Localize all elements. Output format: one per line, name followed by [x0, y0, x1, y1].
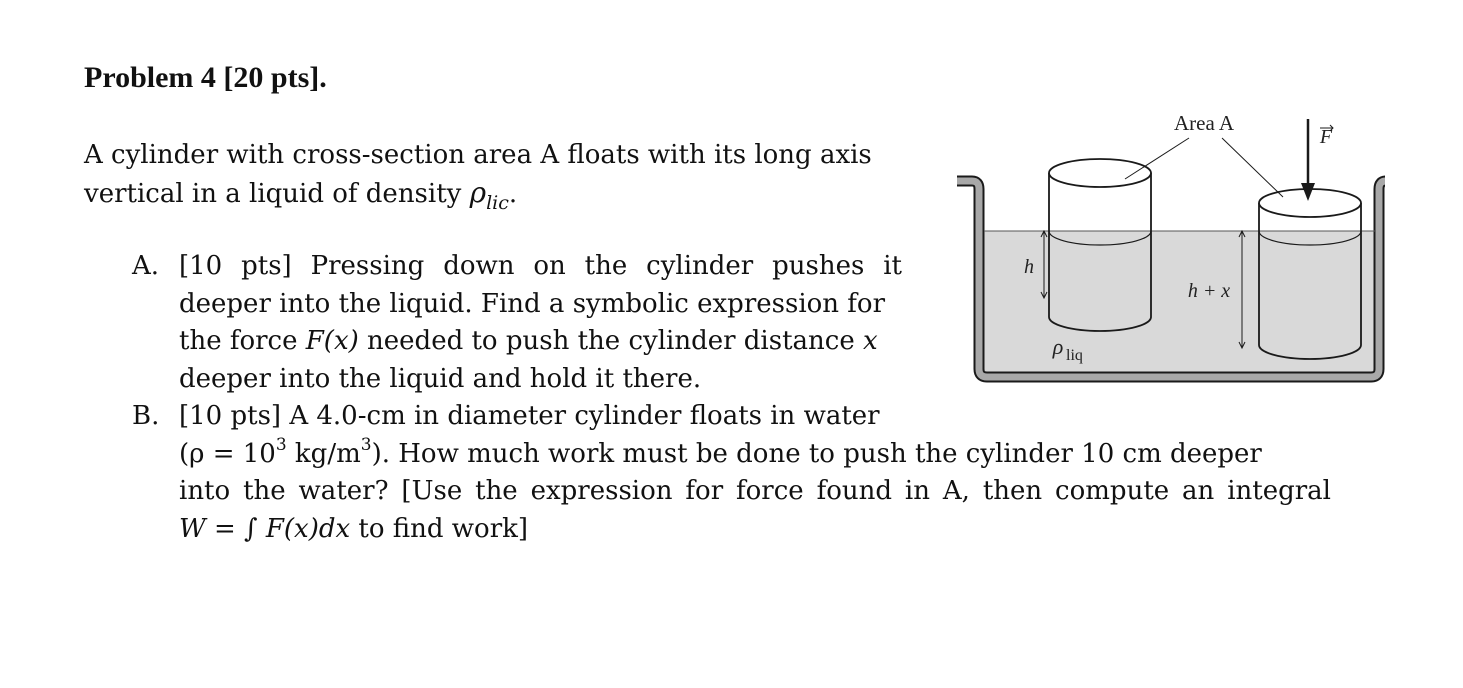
part-b-line-4 — [179, 511, 1331, 549]
area-leader-left — [1125, 138, 1189, 179]
force-expression: F(x) — [305, 326, 359, 356]
part-a-body — [179, 248, 902, 398]
rho-subscript: lic — [486, 192, 509, 214]
floating-cylinder-diagram — [945, 105, 1385, 395]
part-b-line-3: into the water? [Use the expression for force found in A, then compute an integral — [179, 476, 1331, 506]
area-label: Area A — [1173, 111, 1235, 135]
area-leader-right — [1222, 138, 1283, 197]
work-integral: W = ∫ F(x)dx — [179, 513, 351, 544]
distance-variable: x — [863, 326, 878, 356]
liquid-density-symbol: ρ — [1052, 334, 1064, 359]
problem-title: Problem 4 [20 pts]. — [84, 61, 327, 94]
force-label: F — [1319, 126, 1333, 148]
rho-symbol: ρ — [469, 176, 487, 209]
part-a-line-3-mid: needed to push the cylinder distance — [358, 326, 863, 356]
liquid-density-subscript: liq — [1066, 347, 1083, 364]
intro-line-1: A cylinder with cross-section area A floats with its long axis — [84, 140, 872, 170]
part-a-marker: A. — [132, 251, 160, 281]
density-unit: kg/m — [286, 438, 361, 469]
part-a-line-2: deeper into the liquid. Find a symbolic expression for — [179, 288, 886, 319]
part-a-line-1: [10 pts] Pressing down on the cylinder pushes it — [179, 251, 902, 281]
part-b-line-2-text: ). How much work must be done to push the cylinder 10 cm deeper — [371, 438, 1262, 469]
density-value: (ρ = 10 — [179, 438, 276, 469]
part-b-body — [179, 398, 1331, 548]
part-b-marker: B. — [132, 401, 160, 431]
intro-period: . — [508, 179, 518, 209]
intro-line-2-text: vertical in a liquid of density — [84, 179, 470, 209]
part-b-line-4-text: to find work] — [350, 513, 529, 544]
part-b-line-1: [10 pts] A 4.0-cm in diameter cylinder floats in water — [179, 401, 880, 431]
part-b-line-2 — [179, 436, 1331, 474]
part-a-line-4: deeper into the liquid and hold it there. — [179, 363, 702, 394]
unit-exponent: 3 — [360, 434, 372, 455]
problem-intro — [84, 137, 914, 215]
intro-line-2 — [84, 174, 914, 215]
density-exponent: 3 — [275, 434, 287, 455]
part-a-line-3-text: the force — [179, 326, 306, 356]
part-a-line-3 — [179, 323, 902, 361]
liquid-region — [980, 231, 1378, 377]
height-h-label: h — [1024, 256, 1034, 278]
cylinder-left-top — [1049, 159, 1151, 187]
height-hx-label: h + x — [1187, 280, 1231, 302]
